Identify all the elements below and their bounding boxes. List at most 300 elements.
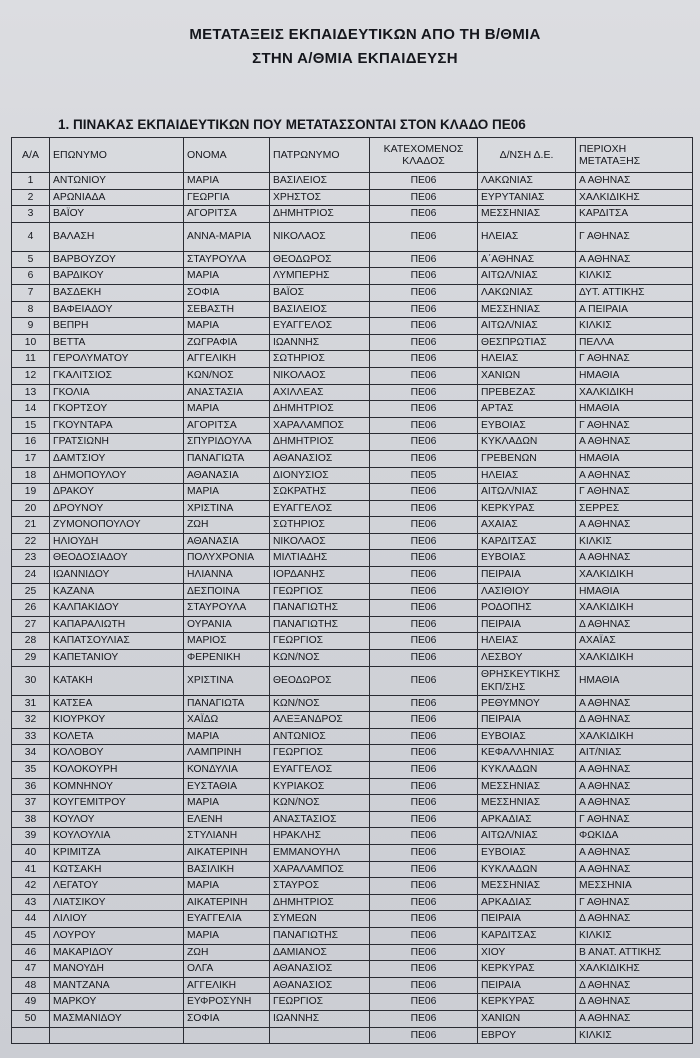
cell-current-branch: ΠΕ06: [370, 878, 478, 895]
cell-transfer-region: Α ΑΘΗΝΑΣ: [576, 434, 693, 451]
cell-fathers-name: ΧΑΡΑΛΑΜΠΟΣ: [270, 861, 370, 878]
cell-current-branch: ΠΕ06: [370, 844, 478, 861]
cell-fathers-name: ΣΩΤΗΡΙΟΣ: [270, 351, 370, 368]
table-header-row: [12, 138, 693, 173]
cell-first-name: ΑΓΟΡΙΤΣΑ: [184, 206, 270, 223]
table-row: [12, 567, 693, 584]
cell-first-name: ΑΓΟΡΙΤΣΑ: [184, 417, 270, 434]
cell-education-directorate: ΑΡΤΑΣ: [478, 401, 576, 418]
table-row: [12, 284, 693, 301]
cell-fathers-name: ΚΩΝ/ΝΟΣ: [270, 650, 370, 667]
cell-first-name: ΕΥΣΤΑΘΙΑ: [184, 778, 270, 795]
cell-aa: 9: [12, 318, 50, 335]
cell-fathers-name: ΙΩΑΝΝΗΣ: [270, 334, 370, 351]
cell-surname: ΚΑΠΑΤΣΟΥΛΙΑΣ: [50, 633, 184, 650]
cell-first-name: ΣΕΒΑΣΤΗ: [184, 301, 270, 318]
cell-aa: 40: [12, 844, 50, 861]
table-row: [12, 434, 693, 451]
cell-surname: ΚΡΙΜΙΤΖΑ: [50, 844, 184, 861]
cell-current-branch: ΠΕ06: [370, 567, 478, 584]
cell-first-name: ΜΑΡΙΑ: [184, 878, 270, 895]
cell-education-directorate: ΘΕΣΠΡΩΤΙΑΣ: [478, 334, 576, 351]
table-row: [12, 600, 693, 617]
cell-education-directorate: ΜΕΣΣΗΝΙΑΣ: [478, 778, 576, 795]
cell-education-directorate: ΑΙΤΩΛ/ΝΙΑΣ: [478, 484, 576, 501]
table-row: [12, 795, 693, 812]
cell-education-directorate: ΚΕΡΚΥΡΑΣ: [478, 961, 576, 978]
cell-aa: 21: [12, 517, 50, 534]
cell-transfer-region: Α ΑΘΗΝΑΣ: [576, 844, 693, 861]
cell-aa: 46: [12, 944, 50, 961]
cell-aa: 4: [12, 222, 50, 251]
cell-transfer-region: Γ ΑΘΗΝΑΣ: [576, 894, 693, 911]
cell-first-name: ΜΑΡΙΑ: [184, 728, 270, 745]
cell-transfer-region: Α ΑΘΗΝΑΣ: [576, 173, 693, 190]
cell-surname: ΔΡΑΚΟΥ: [50, 484, 184, 501]
cell-transfer-region: Α ΠΕΙΡΑΙΑ: [576, 301, 693, 318]
cell-current-branch: ΠΕ05: [370, 467, 478, 484]
cell-first-name: ΓΕΩΡΓΙΑ: [184, 189, 270, 206]
cell-surname: ΒΕΤΤΑ: [50, 334, 184, 351]
cell-current-branch: ΠΕ06: [370, 894, 478, 911]
cell-fathers-name: ΙΩΑΝΝΗΣ: [270, 1010, 370, 1027]
cell-fathers-name: ΓΕΩΡΓΙΟΣ: [270, 633, 370, 650]
table-row: [12, 894, 693, 911]
cell-education-directorate: ΚΑΡΔΙΤΣΑΣ: [478, 927, 576, 944]
cell-first-name: ΜΑΡΙΑ: [184, 401, 270, 418]
cell-fathers-name: ΔΗΜΗΤΡΙΟΣ: [270, 401, 370, 418]
cell-first-name: ΜΑΡΙΑ: [184, 318, 270, 335]
cell-current-branch: ΠΕ06: [370, 500, 478, 517]
cell-aa: 31: [12, 695, 50, 712]
table-row: [12, 334, 693, 351]
cell-aa: 18: [12, 467, 50, 484]
cell-transfer-region: ΔΥΤ. ΑΤΤΙΚΗΣ: [576, 284, 693, 301]
cell-current-branch: ΠΕ06: [370, 301, 478, 318]
cell-current-branch: ΠΕ06: [370, 533, 478, 550]
cell-fathers-name: ΣΥΜΕΩΝ: [270, 911, 370, 928]
cell-first-name: ΕΥΦΡΟΣΥΝΗ: [184, 994, 270, 1011]
cell-transfer-region: Δ ΑΘΗΝΑΣ: [576, 616, 693, 633]
cell-transfer-region: ΧΑΛΚΙΔΙΚΗ: [576, 384, 693, 401]
cell-education-directorate: ΡΟΔΟΠΗΣ: [478, 600, 576, 617]
cell-first-name: ΣΠΥΡΙΔΟΥΛΑ: [184, 434, 270, 451]
cell-transfer-region: ΗΜΑΘΙΑ: [576, 583, 693, 600]
cell-surname: ΔΗΜΟΠΟΥΛΟΥ: [50, 467, 184, 484]
cell-transfer-region: Δ ΑΘΗΝΑΣ: [576, 712, 693, 729]
cell-education-directorate: ΕΥΒΟΙΑΣ: [478, 550, 576, 567]
cell-fathers-name: ΚΩΝ/ΝΟΣ: [270, 695, 370, 712]
cell-aa: 27: [12, 616, 50, 633]
cell-education-directorate: ΗΛΕΙΑΣ: [478, 467, 576, 484]
cell-first-name: ΟΛΓΑ: [184, 961, 270, 978]
cell-surname: ΚΟΛΟΚΟΥΡΗ: [50, 762, 184, 779]
cell-current-branch: ΠΕ06: [370, 189, 478, 206]
cell-fathers-name: ΑΛΕΞΑΝΔΡΟΣ: [270, 712, 370, 729]
cell-transfer-region: ΗΜΑΘΙΑ: [576, 666, 693, 695]
cell-first-name: ΜΑΡΙΑ: [184, 927, 270, 944]
cell-first-name: ΑΝΑΣΤΑΣΙΑ: [184, 384, 270, 401]
cell-aa: 34: [12, 745, 50, 762]
table-row: [12, 616, 693, 633]
cell-first-name: ΑΘΑΝΑΣΙΑ: [184, 533, 270, 550]
table-row: [12, 878, 693, 895]
cell-current-branch: ΠΕ06: [370, 695, 478, 712]
cell-first-name: ΠΑΝΑΓΙΩΤΑ: [184, 450, 270, 467]
cell-first-name: ΛΑΜΠΡΙΝΗ: [184, 745, 270, 762]
cell-surname: ΒΑΦΕΙΑΔΟΥ: [50, 301, 184, 318]
cell-first-name: ΑΓΓΕΛΙΚΗ: [184, 977, 270, 994]
table-row: [12, 1010, 693, 1027]
table-row: [12, 367, 693, 384]
table-row: [12, 517, 693, 534]
cell-education-directorate: ΠΕΙΡΑΙΑ: [478, 712, 576, 729]
cell-education-directorate: ΜΕΣΣΗΝΙΑΣ: [478, 206, 576, 223]
table-row: [12, 533, 693, 550]
header-transfer-region: ΠΕΡΙΟΧΗ ΜΕΤΑΤΑΞΗΣ: [576, 138, 693, 173]
cell-surname: ΚΑΠΑΡΑΛΙΩΤΗ: [50, 616, 184, 633]
cell-aa: 50: [12, 1010, 50, 1027]
table-row: [12, 944, 693, 961]
cell-education-directorate: ΕΥΒΟΙΑΣ: [478, 844, 576, 861]
cell-education-directorate: ΑΡΚΑΔΙΑΣ: [478, 894, 576, 911]
cell-transfer-region: Δ ΑΘΗΝΑΣ: [576, 994, 693, 1011]
cell-aa: 38: [12, 811, 50, 828]
cell-current-branch: ΠΕ06: [370, 284, 478, 301]
cell-aa: 45: [12, 927, 50, 944]
table-caption: 1. ΠΙΝΑΚΑΣ ΕΚΠΑΙΔΕΥΤΙΚΩΝ ΠΟΥ ΜΕΤΑΤΑΣΣΟΝΤΑΙ ΣΤΟΝ ΚΛΑΔΟ ΠΕ06: [58, 117, 526, 132]
table-row: [12, 977, 693, 994]
cell-first-name: ΜΑΡΙΑ: [184, 173, 270, 190]
cell-first-name: ΕΛΕΝΗ: [184, 811, 270, 828]
cell-fathers-name: ΑΝΤΩΝΙΟΣ: [270, 728, 370, 745]
cell-education-directorate: ΚΕΦΑΛΛΗΝΙΑΣ: [478, 745, 576, 762]
table-body: [12, 173, 693, 1044]
cell-education-directorate: ΗΛΕΙΑΣ: [478, 633, 576, 650]
cell-surname: ΚΟΥΛΟΥΛΙΑ: [50, 828, 184, 845]
cell-fathers-name: ΔΙΟΝΥΣΙΟΣ: [270, 467, 370, 484]
cell-education-directorate: ΑΧΑΙΑΣ: [478, 517, 576, 534]
cell-aa: 11: [12, 351, 50, 368]
table-row: [12, 911, 693, 928]
table-row: [12, 828, 693, 845]
table-row: [12, 351, 693, 368]
cell-education-directorate: ΚΥΚΛΑΔΩΝ: [478, 861, 576, 878]
cell-first-name: ΖΩΗ: [184, 517, 270, 534]
cell-transfer-region: Α ΑΘΗΝΑΣ: [576, 695, 693, 712]
table-row: [12, 251, 693, 268]
cell-first-name: ΜΑΡΙΑ: [184, 795, 270, 812]
cell-surname: ΚΟΛΕΤΑ: [50, 728, 184, 745]
cell-fathers-name: ΒΑΣΙΛΕΙΟΣ: [270, 173, 370, 190]
cell-fathers-name: ΓΕΩΡΓΙΟΣ: [270, 994, 370, 1011]
cell-current-branch: ΠΕ06: [370, 616, 478, 633]
cell-current-branch: ΠΕ06: [370, 173, 478, 190]
cell-aa: 44: [12, 911, 50, 928]
cell-current-branch: ΠΕ06: [370, 944, 478, 961]
cell-aa: 2: [12, 189, 50, 206]
cell-transfer-region: ΑΧΑΪΑΣ: [576, 633, 693, 650]
cell-first-name: ΚΟΝΔΥΛΙΑ: [184, 762, 270, 779]
cell-first-name: ΖΩΓΡΑΦΙΑ: [184, 334, 270, 351]
cell-fathers-name: ΚΩΝ/ΝΟΣ: [270, 795, 370, 812]
cell-surname: ΔΑΜΤΣΙΟΥ: [50, 450, 184, 467]
cell-current-branch: ΠΕ06: [370, 977, 478, 994]
cell-fathers-name: ΗΡΑΚΛΗΣ: [270, 828, 370, 845]
cell-current-branch: ΠΕ06: [370, 778, 478, 795]
cell-first-name: ΑΙΚΑΤΕΡΙΝΗ: [184, 844, 270, 861]
table-row: [12, 401, 693, 418]
cell-education-directorate: ΘΡΗΣΚΕΥΤΙΚΗΣ ΕΚΠ/ΣΗΣ: [478, 666, 576, 695]
cell-aa: 25: [12, 583, 50, 600]
cell-aa: 36: [12, 778, 50, 795]
table-row: [12, 762, 693, 779]
cell-education-directorate: ΛΕΣΒΟΥ: [478, 650, 576, 667]
cell-fathers-name: ΛΥΜΠΕΡΗΣ: [270, 268, 370, 285]
table-row: [12, 467, 693, 484]
cell-aa: 47: [12, 961, 50, 978]
cell-fathers-name: ΑΘΑΝΑΣΙΟΣ: [270, 977, 370, 994]
cell-current-branch: ΠΕ06: [370, 206, 478, 223]
header-education-directorate: Δ/ΝΣΗ Δ.Ε.: [478, 138, 576, 173]
cell-transfer-region: Α ΑΘΗΝΑΣ: [576, 1010, 693, 1027]
cell-transfer-region: ΧΑΛΚΙΔΙΚΗ: [576, 728, 693, 745]
cell-transfer-region: ΠΕΛΛΑ: [576, 334, 693, 351]
cell-surname: ΚΩΤΣΑΚΗ: [50, 861, 184, 878]
cell-surname: ΒΑΪΟΥ: [50, 206, 184, 223]
cell-education-directorate: ΛΑΣΙΘΙΟΥ: [478, 583, 576, 600]
cell-education-directorate: ΑΙΤΩΛ/ΝΙΑΣ: [478, 318, 576, 335]
cell-transfer-region: ΚΙΛΚΙΣ: [576, 268, 693, 285]
cell-transfer-region: ΜΕΣΣΗΝΙΑ: [576, 878, 693, 895]
cell-surname: ΓΕΡΟΛΥΜΑΤΟΥ: [50, 351, 184, 368]
cell-surname: ΚΑΛΠΑΚΙΔΟΥ: [50, 600, 184, 617]
cell-current-branch: ΠΕ06: [370, 994, 478, 1011]
cell-aa: 7: [12, 284, 50, 301]
cell-transfer-region: Β ΑΝΑΤ. ΑΤΤΙΚΗΣ: [576, 944, 693, 961]
cell-aa: 16: [12, 434, 50, 451]
cell-aa: 12: [12, 367, 50, 384]
cell-transfer-region: ΚΙΛΚΙΣ: [576, 1027, 693, 1044]
cell-transfer-region: ΗΜΑΘΙΑ: [576, 367, 693, 384]
cell-current-branch: ΠΕ06: [370, 351, 478, 368]
cell-aa: 30: [12, 666, 50, 695]
cell-education-directorate: ΑΡΚΑΔΙΑΣ: [478, 811, 576, 828]
cell-education-directorate: ΚΥΚΛΑΔΩΝ: [478, 762, 576, 779]
cell-aa: 14: [12, 401, 50, 418]
cell-first-name: ΖΩΗ: [184, 944, 270, 961]
cell-education-directorate: Α΄ΑΘΗΝΑΣ: [478, 251, 576, 268]
cell-aa: 13: [12, 384, 50, 401]
cell-first-name: ΣΤΑΥΡΟΥΛΑ: [184, 600, 270, 617]
cell-education-directorate: ΕΥΡΥΤΑΝΙΑΣ: [478, 189, 576, 206]
table-row: [12, 861, 693, 878]
document-title-line2: ΣΤΗΝ Α/ΘΜΙΑ ΕΚΠΑΙΔΕΥΣΗ: [252, 50, 458, 67]
cell-current-branch: ΠΕ06: [370, 550, 478, 567]
cell-current-branch: ΠΕ06: [370, 367, 478, 384]
cell-first-name: [184, 1027, 270, 1044]
table-row: [12, 811, 693, 828]
cell-aa: 23: [12, 550, 50, 567]
cell-transfer-region: Α ΑΘΗΝΑΣ: [576, 517, 693, 534]
cell-surname: ΒΑΣΔΕΚΗ: [50, 284, 184, 301]
cell-fathers-name: ΔΑΜΙΑΝΟΣ: [270, 944, 370, 961]
cell-current-branch: ΠΕ06: [370, 795, 478, 812]
cell-education-directorate: ΛΑΚΩΝΙΑΣ: [478, 173, 576, 190]
cell-surname: ΚΙΟΥΡΚΟΥ: [50, 712, 184, 729]
cell-first-name: ΣΤΑΥΡΟΥΛΑ: [184, 251, 270, 268]
header-fathers-name: ΠΑΤΡΩΝΥΜΟ: [270, 138, 370, 173]
cell-fathers-name: ΣΩΤΗΡΙΟΣ: [270, 517, 370, 534]
cell-fathers-name: ΜΙΛΤΙΑΔΗΣ: [270, 550, 370, 567]
cell-fathers-name: ΑΘΑΝΑΣΙΟΣ: [270, 961, 370, 978]
cell-education-directorate: ΚΥΚΛΑΔΩΝ: [478, 434, 576, 451]
cell-current-branch: ΠΕ06: [370, 911, 478, 928]
cell-aa: 20: [12, 500, 50, 517]
cell-current-branch: ΠΕ06: [370, 517, 478, 534]
cell-transfer-region: ΧΑΛΚΙΔΙΚΗ: [576, 600, 693, 617]
cell-fathers-name: ΕΥΑΓΓΕΛΟΣ: [270, 318, 370, 335]
cell-current-branch: ΠΕ06: [370, 1010, 478, 1027]
cell-surname: ΚΑΖΑΝΑ: [50, 583, 184, 600]
cell-fathers-name: ΣΩΚΡΑΤΗΣ: [270, 484, 370, 501]
cell-current-branch: ΠΕ06: [370, 1027, 478, 1044]
cell-fathers-name: ΕΥΑΓΓΕΛΟΣ: [270, 500, 370, 517]
cell-surname: ΓΚΑΛΙΤΣΙΟΣ: [50, 367, 184, 384]
cell-fathers-name: [270, 1027, 370, 1044]
cell-education-directorate: ΚΕΡΚΥΡΑΣ: [478, 994, 576, 1011]
cell-transfer-region: ΗΜΑΘΙΑ: [576, 450, 693, 467]
cell-current-branch: ΠΕ06: [370, 417, 478, 434]
cell-aa: 5: [12, 251, 50, 268]
cell-transfer-region: Α ΑΘΗΝΑΣ: [576, 795, 693, 812]
cell-surname: ΓΚΟΥΝΤΑΡΑ: [50, 417, 184, 434]
cell-transfer-region: Α ΑΘΗΝΑΣ: [576, 550, 693, 567]
cell-surname: ΜΑΝΟΥΔΗ: [50, 961, 184, 978]
cell-education-directorate: ΜΕΣΣΗΝΙΑΣ: [478, 795, 576, 812]
cell-transfer-region: ΧΑΛΚΙΔΙΚΗ: [576, 650, 693, 667]
cell-surname: ΚΟΜΝΗΝΟΥ: [50, 778, 184, 795]
cell-fathers-name: ΧΡΗΣΤΟΣ: [270, 189, 370, 206]
cell-transfer-region: Γ ΑΘΗΝΑΣ: [576, 222, 693, 251]
cell-surname: ΓΡΑΤΣΙΩΝΗ: [50, 434, 184, 451]
cell-transfer-region: Α ΑΘΗΝΑΣ: [576, 778, 693, 795]
cell-education-directorate: ΠΡΕΒΕΖΑΣ: [478, 384, 576, 401]
cell-fathers-name: ΝΙΚΟΛΑΟΣ: [270, 533, 370, 550]
cell-surname: ΜΑΚΑΡΙΔΟΥ: [50, 944, 184, 961]
cell-first-name: ΑΝΝΑ-ΜΑΡΙΑ: [184, 222, 270, 251]
cell-transfer-region: ΧΑΛΚΙΔΙΚΗΣ: [576, 961, 693, 978]
cell-fathers-name: ΔΗΜΗΤΡΙΟΣ: [270, 434, 370, 451]
cell-current-branch: ΠΕ06: [370, 961, 478, 978]
cell-fathers-name: ΘΕΟΔΩΡΟΣ: [270, 666, 370, 695]
table-row: [12, 189, 693, 206]
cell-surname: ΗΛΙΟΥΔΗ: [50, 533, 184, 550]
cell-transfer-region: Δ ΑΘΗΝΑΣ: [576, 911, 693, 928]
cell-aa: 26: [12, 600, 50, 617]
cell-aa: 15: [12, 417, 50, 434]
document-title-line1: ΜΕΤΑΤΑΞΕΙΣ ΕΚΠΑΙΔΕΥΤΙΚΩΝ ΑΠΟ ΤΗ Β/ΘΜΙΑ: [189, 26, 541, 43]
table-row: [12, 927, 693, 944]
cell-surname: ΑΝΤΩΝΙΟΥ: [50, 173, 184, 190]
cell-education-directorate: ΧΑΝΙΩΝ: [478, 367, 576, 384]
header-first-name: ΟΝΟΜΑ: [184, 138, 270, 173]
cell-aa: 19: [12, 484, 50, 501]
cell-first-name: ΜΑΡΙΟΣ: [184, 633, 270, 650]
cell-first-name: ΚΩΝ/ΝΟΣ: [184, 367, 270, 384]
cell-first-name: ΧΑΪΔΩ: [184, 712, 270, 729]
cell-aa: 24: [12, 567, 50, 584]
cell-current-branch: ΠΕ06: [370, 728, 478, 745]
cell-fathers-name: ΓΕΩΡΓΙΟΣ: [270, 583, 370, 600]
cell-aa: 42: [12, 878, 50, 895]
cell-surname: ΘΕΟΔΟΣΙΑΔΟΥ: [50, 550, 184, 567]
cell-first-name: ΦΕΡΕΝΙΚΗ: [184, 650, 270, 667]
cell-fathers-name: ΓΕΩΡΓΙΟΣ: [270, 745, 370, 762]
cell-education-directorate: ΧΙΟΥ: [478, 944, 576, 961]
cell-education-directorate: ΕΒΡΟΥ: [478, 1027, 576, 1044]
table-row: [12, 222, 693, 251]
cell-transfer-region: Δ ΑΘΗΝΑΣ: [576, 977, 693, 994]
cell-fathers-name: ΧΑΡΑΛΑΜΠΟΣ: [270, 417, 370, 434]
cell-fathers-name: ΝΙΚΟΛΑΟΣ: [270, 367, 370, 384]
cell-fathers-name: ΔΗΜΗΤΡΙΟΣ: [270, 894, 370, 911]
cell-aa: 39: [12, 828, 50, 845]
table-row: [12, 728, 693, 745]
cell-aa: 6: [12, 268, 50, 285]
cell-current-branch: ΠΕ06: [370, 828, 478, 845]
table-row: [12, 778, 693, 795]
cell-first-name: ΕΥΑΓΓΕΛΙΑ: [184, 911, 270, 928]
cell-fathers-name: ΒΑΣΙΛΕΙΟΣ: [270, 301, 370, 318]
cell-current-branch: ΠΕ06: [370, 811, 478, 828]
cell-transfer-region: ΣΕΡΡΕΣ: [576, 500, 693, 517]
cell-first-name: ΑΙΚΑΤΕΡΙΝΗ: [184, 894, 270, 911]
cell-surname: ΒΕΠΡΗ: [50, 318, 184, 335]
cell-surname: ΓΚΟΛΙΑ: [50, 384, 184, 401]
cell-fathers-name: ΠΑΝΑΓΙΩΤΗΣ: [270, 616, 370, 633]
cell-surname: ΜΑΡΚΟΥ: [50, 994, 184, 1011]
cell-fathers-name: ΣΤΑΥΡΟΣ: [270, 878, 370, 895]
cell-current-branch: ΠΕ06: [370, 583, 478, 600]
table-row: [12, 695, 693, 712]
cell-fathers-name: ΠΑΝΑΓΙΩΤΗΣ: [270, 927, 370, 944]
cell-current-branch: ΠΕ06: [370, 861, 478, 878]
cell-surname: ΑΡΩΝΙΑΔΑ: [50, 189, 184, 206]
cell-aa: 43: [12, 894, 50, 911]
cell-education-directorate: ΗΛΕΙΑΣ: [478, 222, 576, 251]
cell-current-branch: ΠΕ06: [370, 401, 478, 418]
cell-first-name: ΧΡΙΣΤΙΝΑ: [184, 666, 270, 695]
cell-transfer-region: ΚΙΛΚΙΣ: [576, 318, 693, 335]
cell-first-name: ΣΟΦΙΑ: [184, 1010, 270, 1027]
cell-transfer-region: ΚΙΛΚΙΣ: [576, 927, 693, 944]
table-row: [12, 583, 693, 600]
cell-surname: ΒΑΡΔΙΚΟΥ: [50, 268, 184, 285]
cell-fathers-name: ΔΗΜΗΤΡΙΟΣ: [270, 206, 370, 223]
cell-transfer-region: ΑΙΤ/ΝΙΑΣ: [576, 745, 693, 762]
cell-fathers-name: ΑΧΙΛΛΕΑΣ: [270, 384, 370, 401]
cell-first-name: ΜΑΡΙΑ: [184, 268, 270, 285]
cell-first-name: ΒΑΣΙΛΙΚΗ: [184, 861, 270, 878]
cell-current-branch: ΠΕ06: [370, 650, 478, 667]
cell-first-name: ΣΟΦΙΑ: [184, 284, 270, 301]
cell-aa: 41: [12, 861, 50, 878]
cell-first-name: ΜΑΡΙΑ: [184, 484, 270, 501]
cell-surname: ΚΟΛΟΒΟΥ: [50, 745, 184, 762]
cell-current-branch: ΠΕ06: [370, 251, 478, 268]
cell-current-branch: ΠΕ06: [370, 633, 478, 650]
